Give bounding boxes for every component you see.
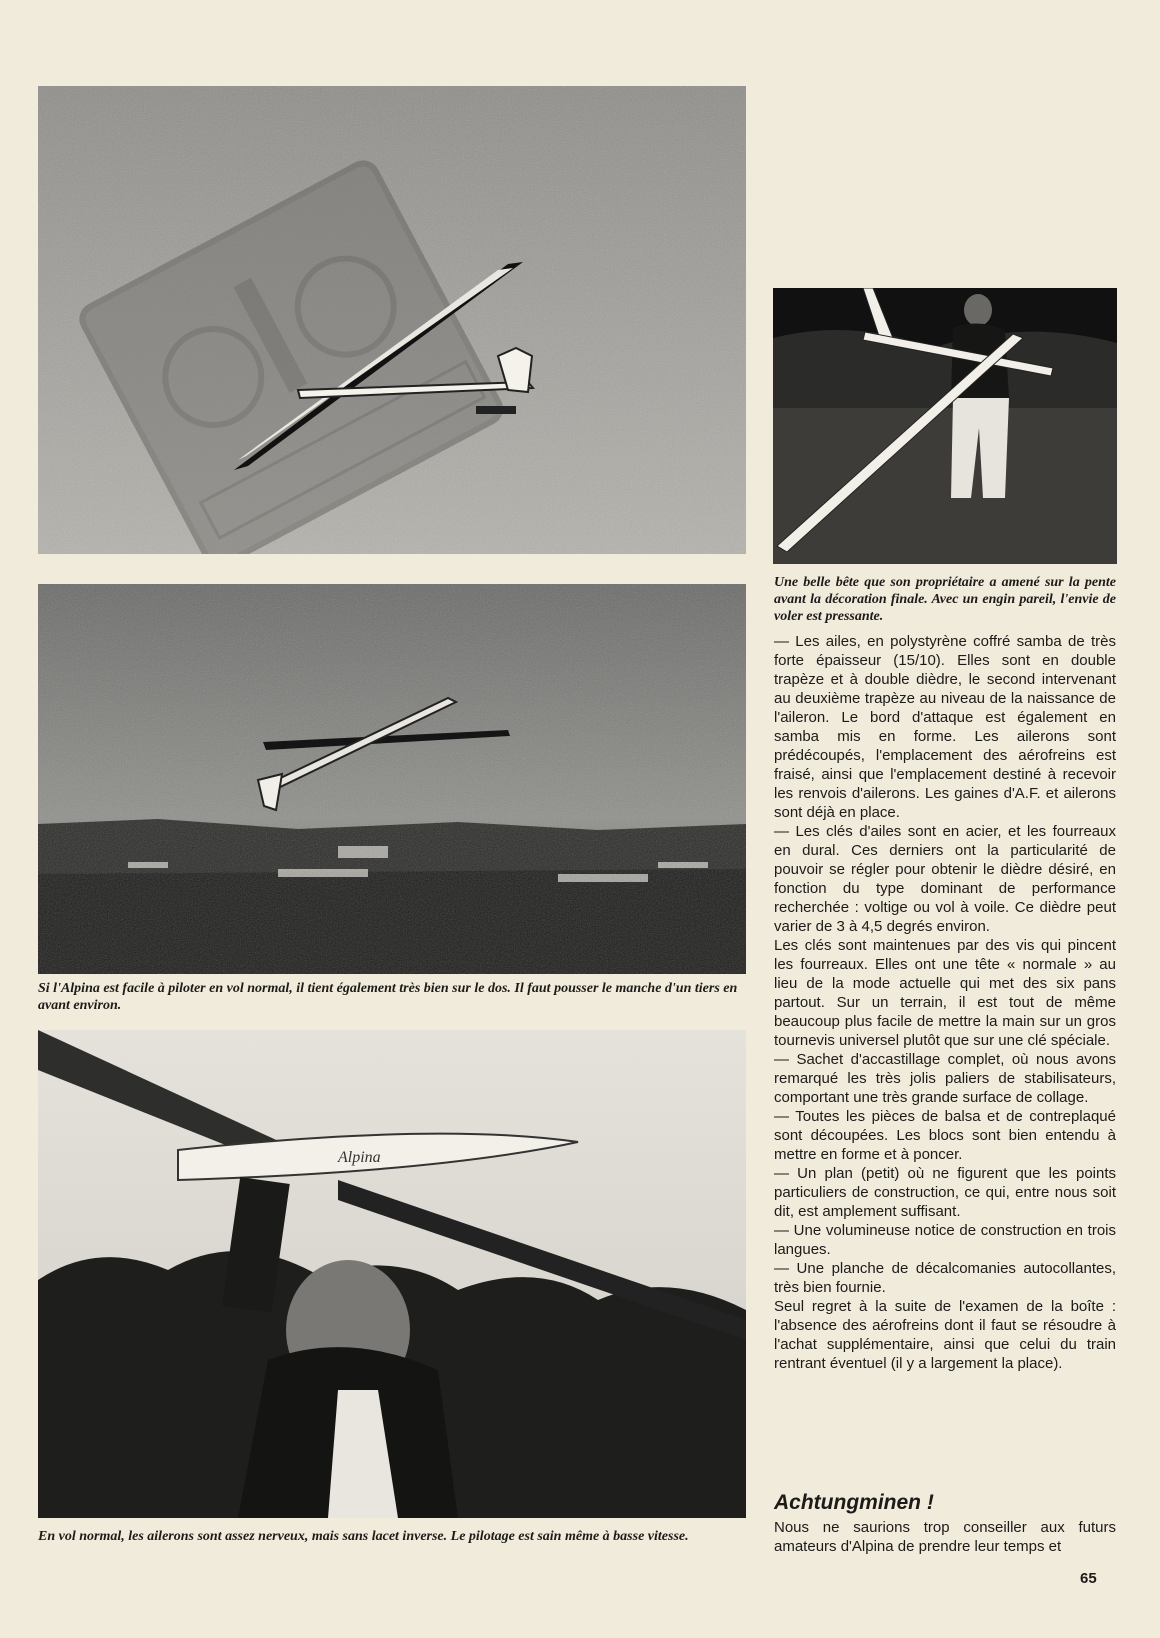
section-text: Nous ne saurions trop conseiller aux futurs amateurs d'Alpina de prendre leur temps et xyxy=(774,1519,1116,1555)
article-body xyxy=(774,632,1116,1373)
photo-pilot-holding-glider xyxy=(38,1030,746,1518)
photo-glider-sky xyxy=(38,86,746,554)
photo-glider-field xyxy=(38,584,746,974)
section-heading: Achtungminen ! xyxy=(774,1491,934,1514)
paragraph-hardware-bag: — Sachet d'accastillage complet, où nous avons remarqué les très jolis paliers de stabilisateurs, comportant une très grande surface de collage. xyxy=(774,1051,1116,1106)
paragraph-plan: — Un plan (petit) où ne figurent que les points particuliers de construction, ce qui, entre nous soit dit, est amplement suffisant. xyxy=(774,1165,1116,1220)
caption-photo-field: Si l'Alpina est facile à piloter en vol normal, il tient également très bien sur le dos. Il faut pousser le manche d'un tiers en avant environ. xyxy=(38,981,738,1013)
paragraph-regret: Seul regret à la suite de l'examen de la boîte : l'absence des aérofreins dont il faut se résoudre à l'achat supplémentaire, ainsi que celui du train rentrant éventuel (il y a largement la place). xyxy=(774,1298,1116,1372)
paragraph-balsa-parts: — Toutes les pièces de balsa et de contreplaqué sont découpées. Les blocs sont bien entendu à mettre en forme et à poncer. xyxy=(774,1108,1116,1163)
photo-owner-with-glider xyxy=(773,288,1117,564)
caption-photo-pilot: En vol normal, les ailerons sont assez nerveux, mais sans lacet inverse. Le pilotage est sain même à basse vitesse. xyxy=(38,1529,689,1544)
paragraph-wings: — Les ailes, en polystyrène coffré samba de très forte épaisseur (15/10). Elles sont en double trapèze et à double dièdre, le second intervenant au deuxième trapèze au niveau de la naissance de l'aileron. Le bord d'attaque est également en samba mis en forme. Les ailerons sont prédécoupés, l'emplacement des aérofreins est fraisé, ainsi que l'emplacement destiné à recevoir les renvois d'ailerons. Les gaines d'A.F. et ailerons sont déjà en place. xyxy=(774,633,1116,821)
caption-photo-owner: Une belle bête que son propriétaire a amené sur la pente avant la décoration finale. Avec un engin pareil, l'envie de voler est pressante. xyxy=(774,575,1116,624)
paragraph-wing-keys: — Les clés d'ailes sont en acier, et les fourreaux en dural. Ces derniers ont la particularité de pouvoir se régler pour obtenir le dièdre désiré, en fonction du type dominant de performance recherchée : voltige ou vol à voile. Ce dièdre peut varier de 3 à 4,5 degrés environ. xyxy=(774,823,1116,935)
page-number: 65 xyxy=(1080,1570,1097,1587)
fuselage-lettering: Alpina xyxy=(338,1149,381,1166)
paragraph-decals: — Une planche de décalcomanies autocollantes, très bien fournie. xyxy=(774,1260,1116,1296)
paragraph-screws: Les clés sont maintenues par des vis qui pincent les fourreaux. Elles ont une tête « normale » au lieu de la mode actuelle qui met des six pans partout. Sur un terrain, il est tout de même beaucoup plus facile de mettre la main sur un gros tournevis universel plutôt que sur une clé spéciale. xyxy=(774,937,1116,1049)
paragraph-notice: — Une volumineuse notice de construction en trois langues. xyxy=(774,1222,1116,1258)
